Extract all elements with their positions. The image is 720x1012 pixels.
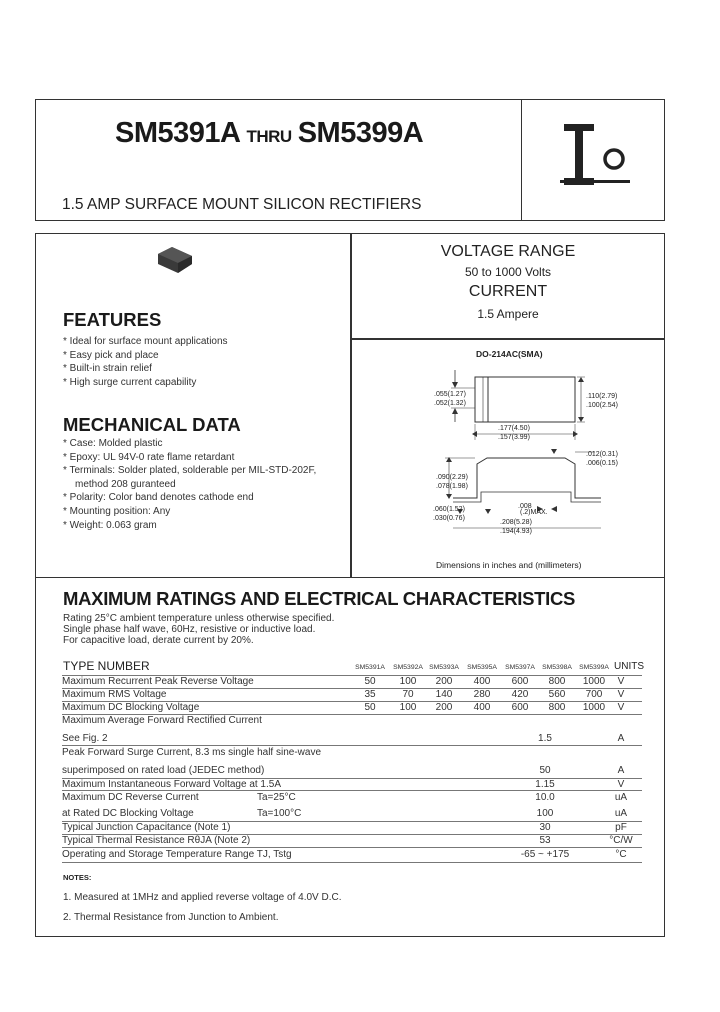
row-condition: Ta=25°C	[257, 792, 296, 803]
dim-label: .177(4.50)	[498, 425, 530, 432]
row-rule	[62, 862, 642, 863]
column-header: SM5397A	[505, 664, 535, 671]
cell: 100	[536, 808, 554, 819]
note-item: 1. Measured at 1MHz and applied reverse voltage of 4.0V D.C.	[63, 892, 342, 903]
row-label: Maximum RMS Voltage	[62, 689, 167, 700]
cell: 560	[548, 689, 566, 700]
row-label: Maximum DC Blocking Voltage	[62, 702, 200, 713]
cell: 280	[473, 689, 491, 700]
cell: 1000	[582, 676, 606, 687]
table-row	[62, 835, 642, 848]
dim-label: .090(2.29)	[436, 474, 468, 481]
row-condition: Ta=100°C	[257, 808, 302, 819]
dim-label: .008	[518, 503, 532, 510]
dim-label: .110(2.79)	[586, 393, 618, 400]
ratings-title: MAXIMUM RATINGS AND ELECTRICAL CHARACTERISTICS	[63, 588, 576, 609]
subtitle: 1.5 AMP SURFACE MOUNT SILICON RECTIFIERS	[62, 196, 422, 213]
mechanical-title: MECHANICAL DATA	[63, 414, 241, 435]
features-list	[63, 335, 228, 389]
current-value: 1.5 Ampere	[477, 307, 539, 321]
mechanical-item: * Epoxy: UL 94V-0 rate flame retardant	[63, 451, 235, 463]
dim-label: .052(1.32)	[434, 400, 466, 407]
row-label: Typical Thermal Resistance RθJA (Note 2)	[62, 835, 251, 846]
cell: 700	[585, 689, 603, 700]
intro-line: Rating 25°C ambient temperature unless otherwise specified.	[63, 613, 335, 624]
unit: pF	[615, 822, 627, 833]
cell: 1.5	[538, 733, 552, 744]
table-row	[62, 747, 642, 760]
units-header: UNITS	[614, 661, 644, 672]
row-sublabel: at Rated DC Blocking Voltage	[62, 808, 194, 819]
cell: 200	[435, 676, 453, 687]
dim-label: .208(5.28)	[500, 519, 532, 526]
cell: -65 ~ +175	[520, 849, 570, 860]
row-label: Operating and Storage Temperature Range TJ, Tstg	[62, 849, 292, 860]
intro-line: For capacitive load, derate current by 20%.	[63, 635, 254, 646]
row-label: Maximum Recurrent Peak Reverse Voltage	[62, 676, 254, 687]
cell: 140	[435, 689, 453, 700]
note-item: 2. Thermal Resistance from Junction to Ambient.	[63, 912, 279, 923]
cell: 50	[364, 676, 376, 687]
cell: 53	[539, 835, 551, 846]
row-sublabel: superimposed on rated load (JEDEC method)	[62, 765, 265, 776]
company-logo-icon	[560, 122, 640, 202]
intro-line: Single phase half wave, 60Hz, resistive or inductive load.	[63, 624, 316, 635]
part-end: SM5399A	[297, 117, 424, 149]
component-image	[152, 246, 198, 276]
cell: 50	[364, 702, 376, 713]
mechanical-list	[63, 437, 316, 532]
row-label: Typical Junction Capacitance (Note 1)	[62, 822, 231, 833]
row-label: Maximum DC Reverse Current	[62, 792, 199, 803]
table-row	[62, 779, 642, 792]
feature-item: * High surge current capability	[63, 376, 197, 388]
cell: 70	[402, 689, 414, 700]
table-row	[62, 689, 642, 702]
unit: °C/W	[609, 835, 633, 846]
cell: 10.0	[535, 792, 555, 803]
unit: V	[617, 689, 625, 700]
dim-label: .157(3.99)	[498, 434, 530, 441]
column-header: SM5392A	[393, 664, 423, 671]
column-header: SM5395A	[467, 664, 497, 671]
dim-label: .194(4.93)	[500, 528, 532, 535]
mechanical-item: * Weight: 0.063 gram	[63, 519, 157, 531]
cell: 1.15	[535, 779, 555, 790]
unit: V	[617, 779, 625, 790]
cell: 420	[511, 689, 529, 700]
table-row	[62, 792, 642, 805]
cell: 200	[435, 702, 453, 713]
type-number-label: TYPE NUMBER	[63, 659, 150, 673]
current-title: CURRENT	[468, 283, 548, 300]
unit: V	[617, 676, 625, 687]
mechanical-item: method 208 guranteed	[75, 478, 176, 490]
diagram-caption: Dimensions in inches and (millimeters)	[436, 560, 582, 570]
dim-label: .100(2.54)	[586, 402, 618, 409]
dim-label: .055(1.27)	[434, 391, 466, 398]
unit: uA	[614, 808, 628, 819]
feature-item: * Ideal for surface mount applications	[63, 336, 228, 347]
dim-label: .030(0.76)	[433, 515, 465, 522]
dim-label: (.2)MAX.	[520, 509, 548, 516]
row-label: Maximum Average Forward Rectified Current	[62, 715, 262, 726]
notes-title: NOTES:	[63, 873, 92, 882]
table-row	[62, 849, 642, 862]
mechanical-item: * Mounting position: Any	[63, 505, 171, 517]
cell: 1000	[582, 702, 606, 713]
feature-item: * Built-in strain relief	[63, 363, 152, 375]
dim-label: .006(0.15)	[586, 460, 618, 467]
dim-label: .012(0.31)	[586, 451, 618, 458]
table-row	[62, 822, 642, 835]
features-title: FEATURES	[63, 309, 162, 330]
cell: 30	[539, 822, 551, 833]
dim-label: .060(1.52)	[433, 506, 465, 513]
row-label: Peak Forward Surge Current, 8.3 ms single half sine-wave	[62, 747, 322, 758]
cell: 800	[548, 702, 566, 713]
unit: °C	[615, 849, 627, 860]
package-label: DO-214AC(SMA)	[476, 349, 543, 359]
table-row	[62, 765, 642, 778]
row-sublabel: See Fig. 2	[62, 733, 108, 744]
feature-item: * Easy pick and place	[63, 349, 159, 361]
cell: 100	[399, 702, 417, 713]
table-row	[62, 702, 642, 715]
mechanical-item: * Polarity: Color band denotes cathode end	[63, 492, 254, 504]
thru-label: THRU	[246, 127, 292, 146]
part-start: SM5391A	[115, 117, 241, 149]
column-header: SM5391A	[355, 664, 385, 671]
cell: 100	[399, 676, 417, 687]
voltage-range-title: VOLTAGE RANGE	[440, 243, 576, 260]
column-header: SM5398A	[542, 664, 572, 671]
table-row	[62, 733, 642, 746]
specs-divider	[350, 338, 665, 340]
table-row	[62, 676, 642, 689]
cell: 400	[473, 702, 491, 713]
voltage-range-value: 50 to 1000 Volts	[464, 265, 552, 279]
cell: 800	[548, 676, 566, 687]
unit: A	[617, 765, 625, 776]
column-header: SM5399A	[579, 664, 609, 671]
table-row	[62, 808, 642, 821]
cell: 400	[473, 676, 491, 687]
unit: uA	[614, 792, 628, 803]
cell: 35	[364, 689, 376, 700]
cell: 600	[511, 676, 529, 687]
mechanical-item: * Case: Molded plastic	[63, 438, 163, 449]
cell: 50	[539, 765, 551, 776]
column-header: SM5393A	[429, 664, 459, 671]
unit: V	[617, 702, 625, 713]
mechanical-item: * Terminals: Solder plated, solderable per MIL-STD-202F,	[63, 465, 317, 477]
unit: A	[617, 733, 625, 744]
page-title	[115, 117, 423, 150]
ratings-intro	[63, 613, 334, 646]
cell: 600	[511, 702, 529, 713]
table-row	[62, 715, 642, 728]
dim-label: .078(1.98)	[436, 483, 468, 490]
row-label: Maximum Instantaneous Forward Voltage at 1.5A	[62, 779, 282, 790]
